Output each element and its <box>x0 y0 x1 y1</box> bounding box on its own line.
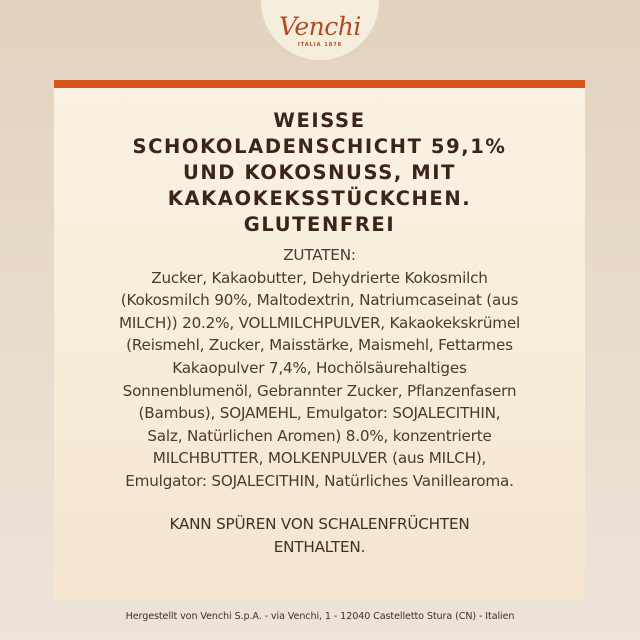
title-line: UND KOKOSNUSS, MIT <box>182 161 457 184</box>
title-line: WEISSE <box>273 109 366 132</box>
warning-line: KANN SPÜREN VON SCHALENFRÜCHTEN <box>169 515 470 533</box>
ingredients-list <box>54 244 585 493</box>
ingredients-line: Kakaopulver 7,4%, Hochölsäurehaltiges <box>172 358 467 377</box>
brand-name: Venchi <box>279 12 361 41</box>
allergen-warning <box>54 513 585 558</box>
ingredients-panel <box>54 80 585 600</box>
ingredients-line: MILCHBUTTER, MOLKENPULVER (aus MILCH), <box>152 449 487 468</box>
product-title <box>54 108 585 238</box>
ingredients-heading: ZUTATEN: <box>283 246 356 264</box>
ingredients-line: Emulgator: SOJALECITHIN, Natürliches Vanillearoma. <box>125 471 514 490</box>
ingredients-line: (Kokosmilch 90%, Maltodextrin, Natriumcaseinat (aus <box>120 291 519 310</box>
ingredients-line: Salz, Natürlichen Aromen) 8.0%, konzentrierte <box>147 426 492 445</box>
brand-logo <box>261 0 379 60</box>
brand-tagline: ITALIA 1878 <box>297 42 343 48</box>
ingredients-line: (Reismehl, Zucker, Maisstärke, Maismehl, Fettarmes <box>126 336 513 355</box>
accent-bar <box>54 80 585 88</box>
ingredients-line: Sonnenblumenöl, Gebrannter Zucker, Pflanzenfasern <box>122 381 517 400</box>
title-line: GLUTENFREI <box>243 213 396 236</box>
ingredients-line: MILCH)) 20.2%, VOLLMILCHPULVER, Kakaokekskrümel <box>118 313 521 332</box>
ingredients-line: Zucker, Kakaobutter, Dehydrierte Kokosmilch <box>151 268 488 287</box>
ingredients-line: (Bambus), SOJAMEHL, Emulgator: SOJALECITHIN, <box>138 404 501 423</box>
title-line: SCHOKOLADENSCHICHT 59,1% <box>132 135 507 158</box>
title-line: KAKAOKEKSSTÜCKCHEN. <box>167 187 472 210</box>
manufacturer-footer: Hergestellt von Venchi S.p.A. - via Venchi, 1 - 12040 Castelletto Stura (CN) - Italien <box>125 611 515 622</box>
warning-line: ENTHALTEN. <box>273 537 366 556</box>
